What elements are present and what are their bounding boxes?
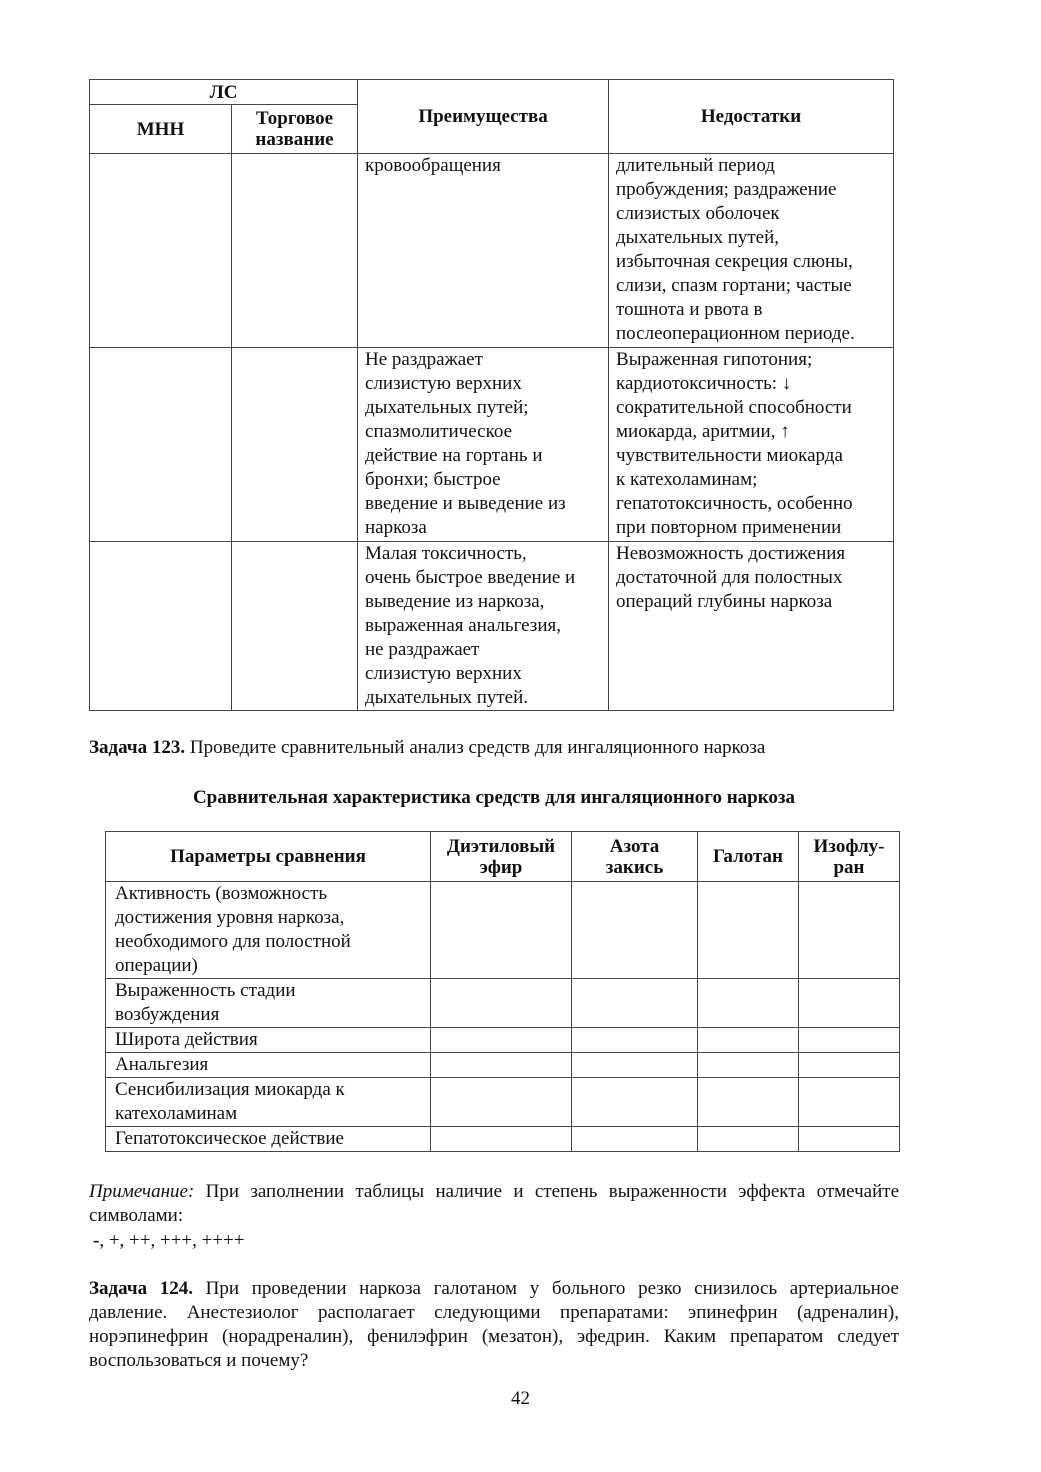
value-cell [572,1053,698,1078]
task-124 [89,1277,899,1373]
mnn-cell [90,542,232,711]
trade-name-cell [232,154,358,348]
task-123-label: Задача 123. [89,737,186,758]
table-row [106,1078,900,1127]
nitrous-oxide-header: Азота закись [572,832,698,882]
value-cell [572,1127,698,1152]
task-123 [89,736,899,760]
value-cell [698,882,799,979]
advantages-cell: кровообращения [358,154,609,348]
note [89,1180,899,1228]
value-cell [799,1028,900,1053]
value-cell [572,979,698,1028]
value-cell [799,979,900,1028]
table-row [106,1053,900,1078]
task-124-label: Задача 124. [89,1278,193,1299]
value-cell [799,1053,900,1078]
ls-header: ЛС [90,80,358,105]
parameter-cell: Сенсибилизация миокарда к катехоламинам [106,1078,431,1127]
drug-comparison-table [89,79,894,711]
note-symbols-first: - [93,1230,100,1251]
trade-name-cell [232,542,358,711]
value-cell [431,1028,572,1053]
value-cell [431,979,572,1028]
parameter-cell: Выраженность стадии возбуждения [106,979,431,1028]
page-number: 42 [511,1388,530,1409]
advantages-cell: Не раздражает слизистую верхних дыхательных путей; спазмолитическое действие на гортань и бронхи; быстрое введение и выведение из наркоза [358,348,609,542]
value-cell [698,979,799,1028]
value-cell [799,882,900,979]
value-cell [431,1127,572,1152]
value-cell [431,882,572,979]
table-row [90,542,894,711]
value-cell [698,1127,799,1152]
value-cell [572,1028,698,1053]
halothane-header: Галотан [698,832,799,882]
value-cell [572,882,698,979]
parameter-cell: Активность (возможность достижения уровня наркоза, необходимого для полостной операции) [106,882,431,979]
note-text: При заполнении таблицы наличие и степень выраженности эффекта отмечайте символами: [89,1181,900,1226]
diethyl-ether-header: Диэтиловый эфир [431,832,572,882]
value-cell [799,1078,900,1127]
value-cell [572,1078,698,1127]
trade-name-header: Торговое название [232,105,358,154]
value-cell [431,1078,572,1127]
value-cell [698,1028,799,1053]
table-row [106,1028,900,1053]
inhalation-anesthetics-table [105,831,900,1152]
mnn-cell [90,348,232,542]
task-124-text: При проведении наркоза галотаном у больного резко снизилось артериальное давление. Анестезиолог располагает следующими препаратами: эпинефрин (адреналин), норэпинефрин (норадреналин), фенилэфрин (мезатон), эфедрин. Каким препаратом следует воспользоваться и почему? [89,1278,899,1371]
advantages-header: Преимущества [358,80,609,154]
disadvantages-cell: длительный период пробуждения; раздражение слизистых оболочек дыхательных путей, избыточная секреция слюны, слизи, спазм гортани; частые тошнота и рвота в послеоперационном периоде. [609,154,894,348]
value-cell [698,1053,799,1078]
parameters-header: Параметры сравнения [106,832,431,882]
task-123-text: Проведите сравнительный анализ средств для ингаляционного наркоза [189,737,766,758]
parameter-cell: Широта действия [106,1028,431,1053]
table-row [106,1127,900,1152]
trade-name-cell [232,348,358,542]
disadvantages-cell: Невозможность достижения достаточной для полостных операций глубины наркоза [609,542,894,711]
table-row [106,979,900,1028]
mnn-header: МНН [90,105,232,154]
value-cell [431,1053,572,1078]
parameter-cell: Анальгезия [106,1053,431,1078]
note-label: Примечание: [89,1181,195,1202]
disadvantages-header: Недостатки [609,80,894,154]
table-row [106,882,900,979]
mnn-cell [90,154,232,348]
disadvantages-cell: Выраженная гипотония; кардиотоксичность: ↓ сократительной способности миокарда, аритмии, ↑ чувствительности миокарда к катехоламинам; гепатотоксичность, особенно при повторном применении [609,348,894,542]
advantages-cell: Малая токсичность, очень быстрое введение и выведение из наркоза, выраженная анальгезия, не раздражает слизистую верхних дыхательных путей. [358,542,609,711]
table-heading: Сравнительная характеристика средств для ингаляционного наркоза [192,787,796,808]
note-symbols-rest: , +, ++, +++, ++++ [99,1230,245,1251]
isoflurane-header: Изофлу- ран [799,832,900,882]
table-row [90,154,894,348]
value-cell [698,1078,799,1127]
table-row [90,348,894,542]
value-cell [799,1127,900,1152]
parameter-cell: Гепатотоксическое действие [106,1127,431,1152]
note-symbols [93,1229,903,1253]
